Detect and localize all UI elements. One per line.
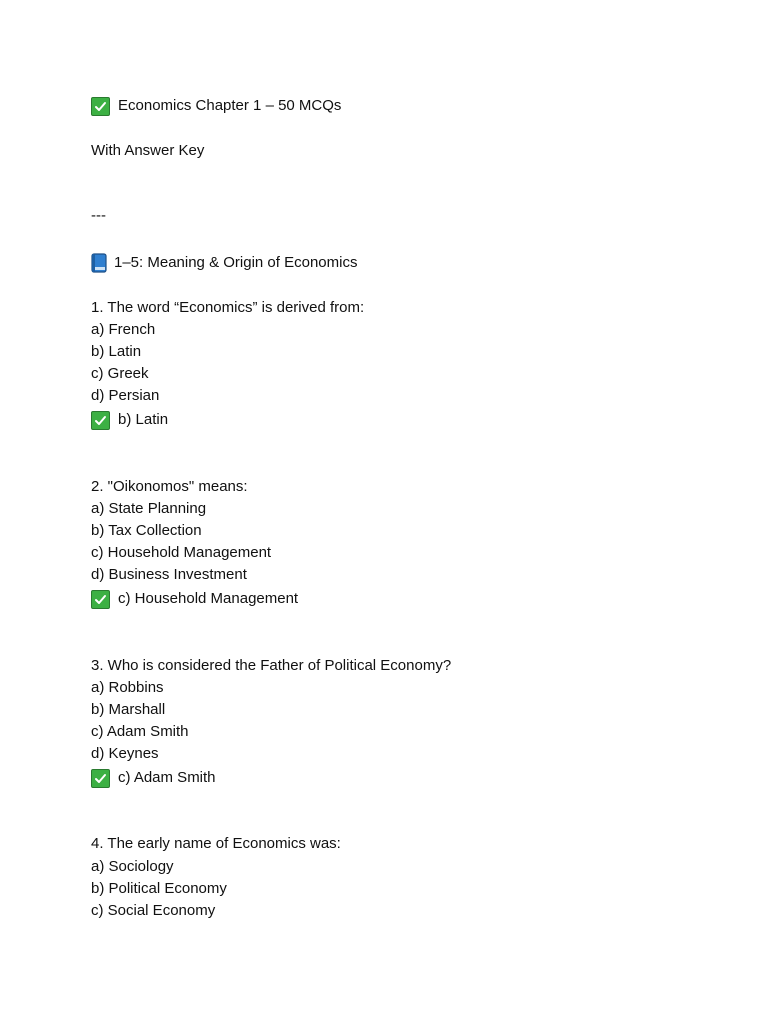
question-1-option-b: b) Latin [91, 343, 142, 360]
answer-text: b) Latin [118, 411, 169, 428]
document-subtitle: With Answer Key [91, 142, 205, 159]
question-3-answer [91, 768, 216, 788]
book-icon [91, 253, 107, 273]
question-3-option-c: c) Adam Smith [91, 723, 189, 740]
answer-text: c) Household Management [118, 590, 299, 607]
question-2-option-b: b) Tax Collection [91, 522, 202, 539]
title-text: Economics Chapter 1 – 50 MCQs [118, 97, 342, 114]
check-mark-icon [91, 769, 110, 788]
question-1-option-d: d) Persian [91, 387, 160, 404]
answer-text: c) Adam Smith [118, 769, 216, 786]
question-2-option-a: a) State Planning [91, 500, 207, 517]
question-3: 3. Who is considered the Father of Political Economy? [91, 657, 452, 674]
question-4: 4. The early name of Economics was: [91, 835, 341, 852]
check-mark-icon [91, 590, 110, 609]
question-1-option-a: a) French [91, 321, 156, 338]
question-1-option-c: c) Greek [91, 365, 149, 382]
question-1: 1. The word “Economics” is derived from: [91, 299, 365, 316]
separator: --- [91, 207, 106, 224]
question-4-option-a: a) Sociology [91, 858, 174, 875]
question-3-option-a: a) Robbins [91, 679, 164, 696]
section-heading [91, 253, 357, 273]
question-2-answer [91, 589, 298, 609]
document-title [91, 96, 341, 116]
check-mark-icon [91, 411, 110, 430]
question-3-option-b: b) Marshall [91, 701, 166, 718]
question-2: 2. "Oikonomos" means: [91, 478, 248, 495]
question-4-option-b: b) Political Economy [91, 880, 227, 897]
section-heading-text: 1–5: Meaning & Origin of Economics [114, 254, 358, 271]
question-2-option-d: d) Business Investment [91, 566, 247, 583]
check-mark-icon [91, 97, 110, 116]
question-2-option-c: c) Household Management [91, 544, 272, 561]
question-4-option-c: c) Social Economy [91, 902, 216, 919]
question-1-answer [91, 410, 168, 430]
question-3-option-d: d) Keynes [91, 745, 159, 762]
